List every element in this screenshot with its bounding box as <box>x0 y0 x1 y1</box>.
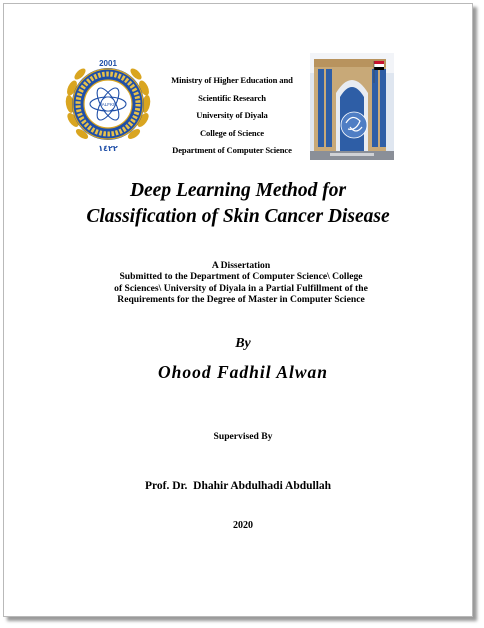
statement-line: of Sciences\ University of Diyala in a Partial Fulfillment of the <box>114 282 368 294</box>
seal-center-text: ALFKI <box>101 102 115 107</box>
submission-year: 2020 <box>233 520 253 531</box>
dissertation-statement <box>4 260 478 306</box>
by-label: By <box>235 336 251 351</box>
college-seal-logo <box>60 54 156 154</box>
supervisor-name: Prof. Dr. Dhahir Abdulhadi Abdullah <box>144 480 332 492</box>
dissertation-title <box>4 178 472 230</box>
university-line: University of Diyala <box>196 110 268 120</box>
statement-line: A Dissertation <box>211 260 271 271</box>
document-page <box>3 3 473 617</box>
title-line: Deep Learning Method for <box>129 180 347 201</box>
title-line: Classification of Skin Cancer Disease <box>86 206 390 227</box>
college-line: College of Science <box>199 127 265 138</box>
department-line: Department of Computer Science <box>172 145 292 155</box>
statement-line: Submitted to the Department of Computer Science\ College <box>119 271 363 283</box>
institution-block <box>156 72 308 160</box>
author-name: Ohood Fadhil Alwan <box>157 362 329 382</box>
seal-year-top: 2001 <box>99 59 117 68</box>
seal-year-bottom: ١٤٢٢ <box>98 144 118 153</box>
statement-line: Requirements for the Degree of Master in Computer Science <box>117 294 365 306</box>
supervised-by-label: Supervised By <box>213 431 273 442</box>
ministry-line: Ministry of Higher Education and <box>171 75 293 85</box>
university-building-image <box>310 53 394 160</box>
ministry-line: Scientific Research <box>198 92 266 103</box>
